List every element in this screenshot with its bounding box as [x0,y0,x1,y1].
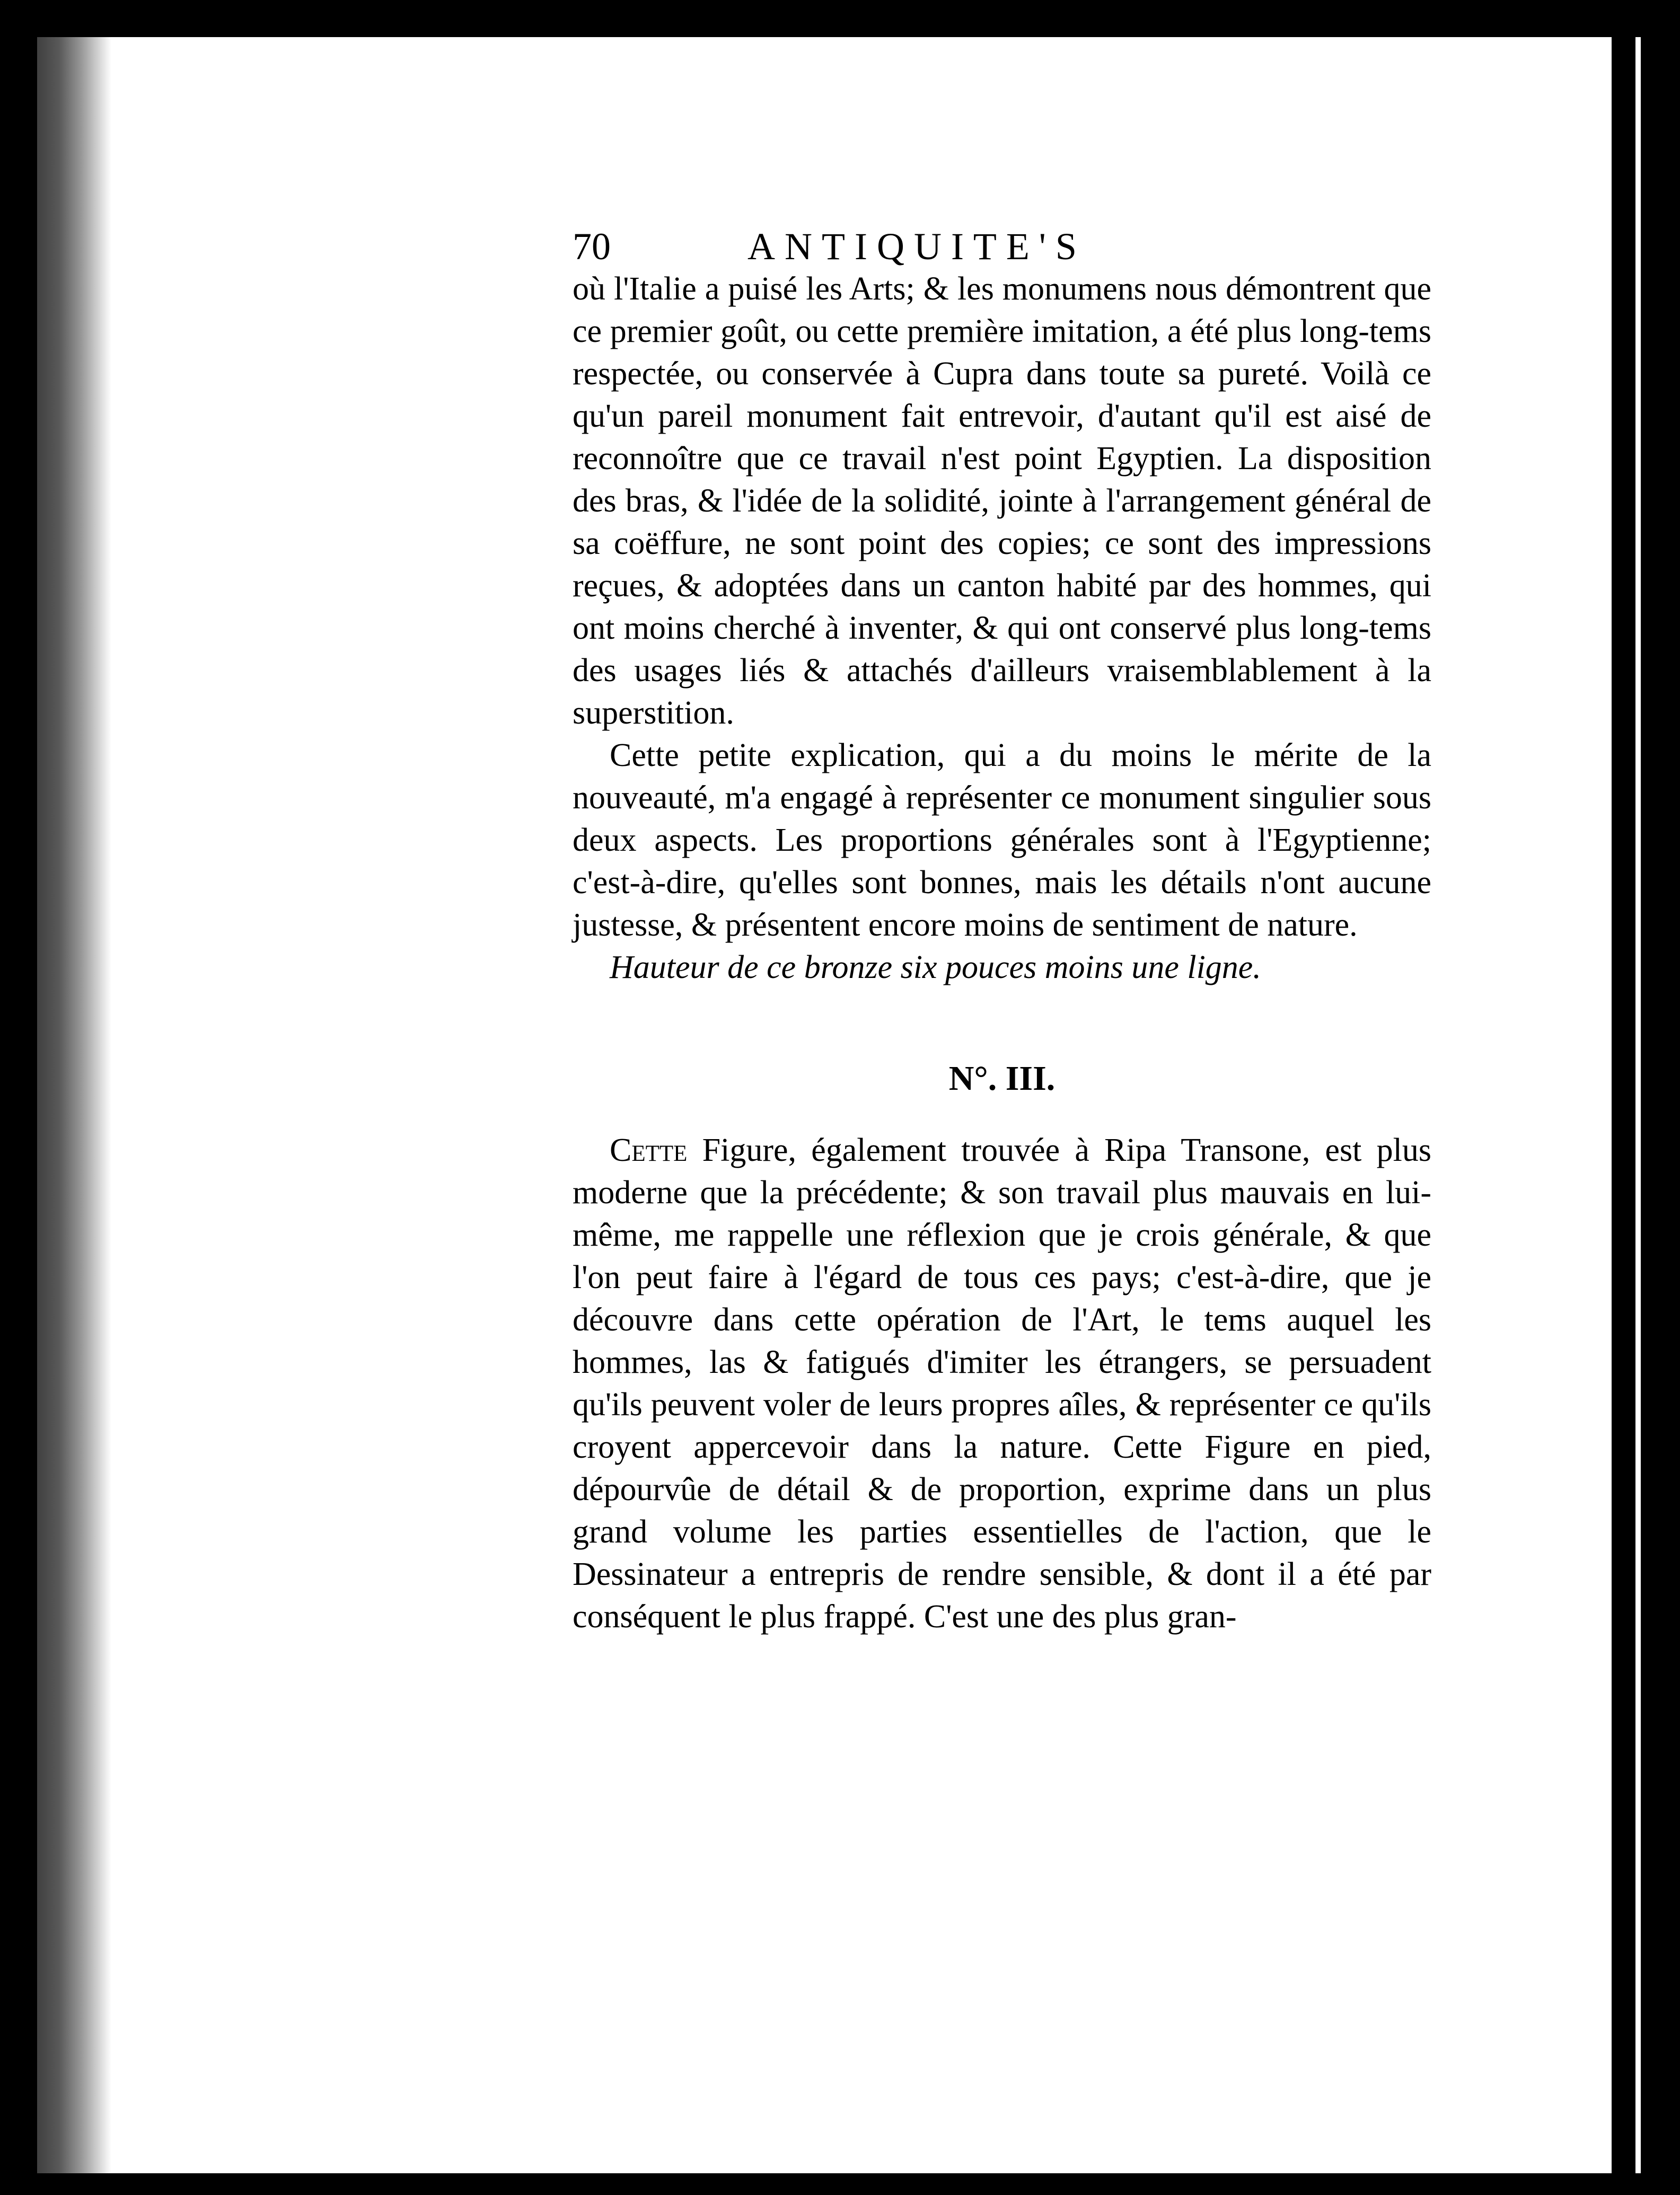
height-caption: Hauteur de ce bronze six pouces moins une ligne. [610,949,1261,985]
paragraph-explication: Cette petite explication, qui a du moins le mérite de la nouveauté, m'a engagé à représenter ce monument singulier sous deux aspects. Les proportions générales sont à l'Egyptienne; c'est-à-dire, qu'elles sont bonnes, mais les détails n'ont aucune justesse, & présentent encore moins de sentiment de nature. [573,737,1431,943]
lead-word: Cette [610,1132,688,1168]
page-edge-line [1635,37,1641,2173]
running-head [573,223,1431,270]
section-paragraph [573,1129,1431,1638]
section-body-text [573,1129,1431,1638]
running-title: ANTIQUITE'S [747,225,1086,268]
section-paragraph-text: Figure, également trouvée à Ripa Transone, est plus moderne que la précédente; & son travail plus mauvais en lui-même, me rappelle une réflexion que je crois générale, & que l'on peut faire à l'égard de tous ces pays; c'est-à-dire, que je découvre dans cette opération de l'Art, le tems auquel les hommes, las & fatigués d'imiter les étrangers, se persuadent qu'ils peuvent voler de leurs propres aîles, & représenter ce qu'ils croyent appercevoir dans la nature. Cette Figure en pied, dépourvûe de détail & de proportion, exprime dans un plus grand volume les parties essentielles de l'action, que le Dessinateur a entrepris de rendre sensible, & dont il a été par conséquent le plus frappé. C'est une des plus gran- [573,1132,1431,1635]
paragraph-continuation: où l'Italie a puisé les Arts; & les monumens nous démontrent que ce premier goût, ou cette première imitation, a été plus long-tems respectée, ou conservée à Cupra dans toute sa pureté. Voilà ce qu'un pareil monument fait entrevoir, d'autant qu'il est aisé de reconnoître que ce travail n'est point Egyptien. La disposition des bras, & l'idée de la solidité, jointe à l'arrangement général de sa coëffure, ne sont point des copies; ce sont des impressions reçues, & adoptées dans un canton habité par des hommes, qui ont moins cherché à inventer, & qui ont conservé plus long-tems des usages liés & attachés d'ailleurs vraisemblablement à la superstition. [573,271,1431,731]
binding-gutter-shadow [37,37,111,2173]
body-text [573,268,1431,989]
section-heading: N°. III. [948,1059,1056,1098]
scan-border-right [1612,0,1680,2195]
page-number: 70 [573,225,611,268]
